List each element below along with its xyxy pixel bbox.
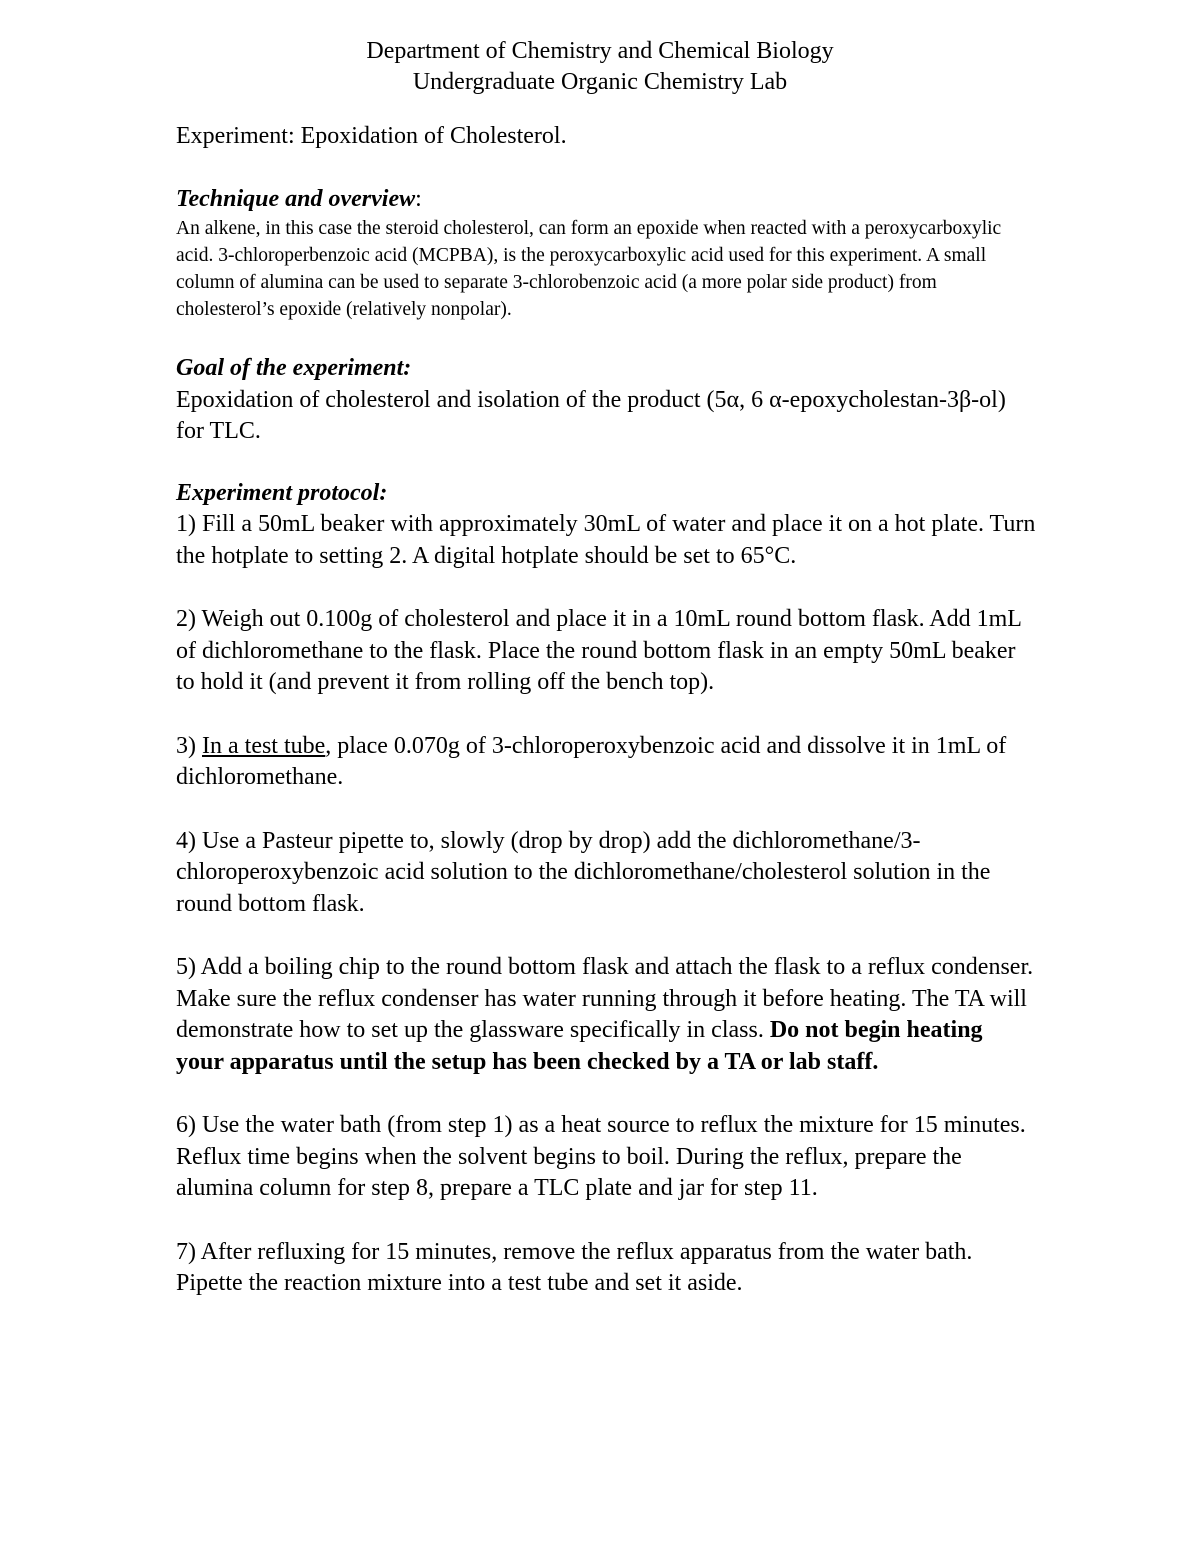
protocol-step-3 [176,731,1036,794]
protocol-step-6: 6) Use the water bath (from step 1) as a heat source to reflux the mixture for 15 minutes. Reflux time begins when the solvent begins to boil. During the reflux, prepare the alumina column for step 8, prepare a TLC plate and jar for step 11. [176,1112,1026,1201]
step-3-rest: , place 0.070g of 3-chloroperoxybenzoic acid and dissolve it in 1mL of dichloromethane. [176,732,1007,790]
protocol-heading: Experiment protocol: [176,479,388,506]
step-3-underlined-text: In a test tube [202,732,326,759]
goal-text: Epoxidation of cholesterol and isolation of the product (5α, 6 α-epoxycholestan-3β-ol) for TLC. [176,386,1006,444]
protocol-step-5 [176,952,1036,1078]
lab-title: Undergraduate Organic Chemistry Lab [412,69,788,95]
department-title: Department of Chemistry and Chemical Biology [366,38,834,64]
technique-heading [176,184,1036,216]
step-3-number: 3) [176,732,202,759]
protocol-step-7: 7) After refluxing for 15 minutes, remove the reflux apparatus from the water bath. Pipette the reaction mixture into a test tube and set it aside. [176,1238,973,1296]
document-body [176,121,1036,1300]
step-5-text: 5) Add a boiling chip to the round bottom flask and attach the flask to a reflux condenser. Make sure the reflux condenser has water running through it before heating. The TA will demonstrate how to set up the glassware specifically in class. [176,954,1034,1043]
protocol-step-1: 1) Fill a 50mL beaker with approximately 30mL of water and place it on a hot plate. Turn the hotplate to setting 2. A digital hotplate should be set to 65°C. [176,511,1036,569]
document-header [0,36,1200,98]
experiment-title: Experiment: Epoxidation of Cholesterol. [176,123,567,149]
protocol-step-2: 2) Weigh out 0.100g of cholesterol and place it in a 10mL round bottom flask. Add 1mL of dichloromethane to the flask. Place the round bottom flask in an empty 50mL beaker to hold it (and prevent it from rolling off the bench top). [176,606,1022,695]
goal-heading: Goal of the experiment: [176,355,412,381]
technique-heading-colon: : [415,185,422,212]
technique-heading-text: Technique and overview [176,185,416,212]
technique-text: An alkene, in this case the steroid cholesterol, can form an epoxide when reacted with a peroxycarboxylic acid. 3-chloroperbenzoic acid (MCPBA), is the peroxycarboxylic acid used for this experiment. A small column of alumina can be used to separate 3-chlorobenzoic acid (a more polar side product) from cholesterol’s epoxide (relatively nonpolar). [176,218,1002,320]
protocol-step-4: 4) Use a Pasteur pipette to, slowly (drop by drop) add the dichloromethane/3-chloroperoxybenzoic acid solution to the dichloromethane/cholesterol solution in the round bottom flask. [176,827,991,917]
step-5-warning: Do not begin heating your apparatus until the setup has been checked by a TA or lab staff. [176,1017,983,1075]
